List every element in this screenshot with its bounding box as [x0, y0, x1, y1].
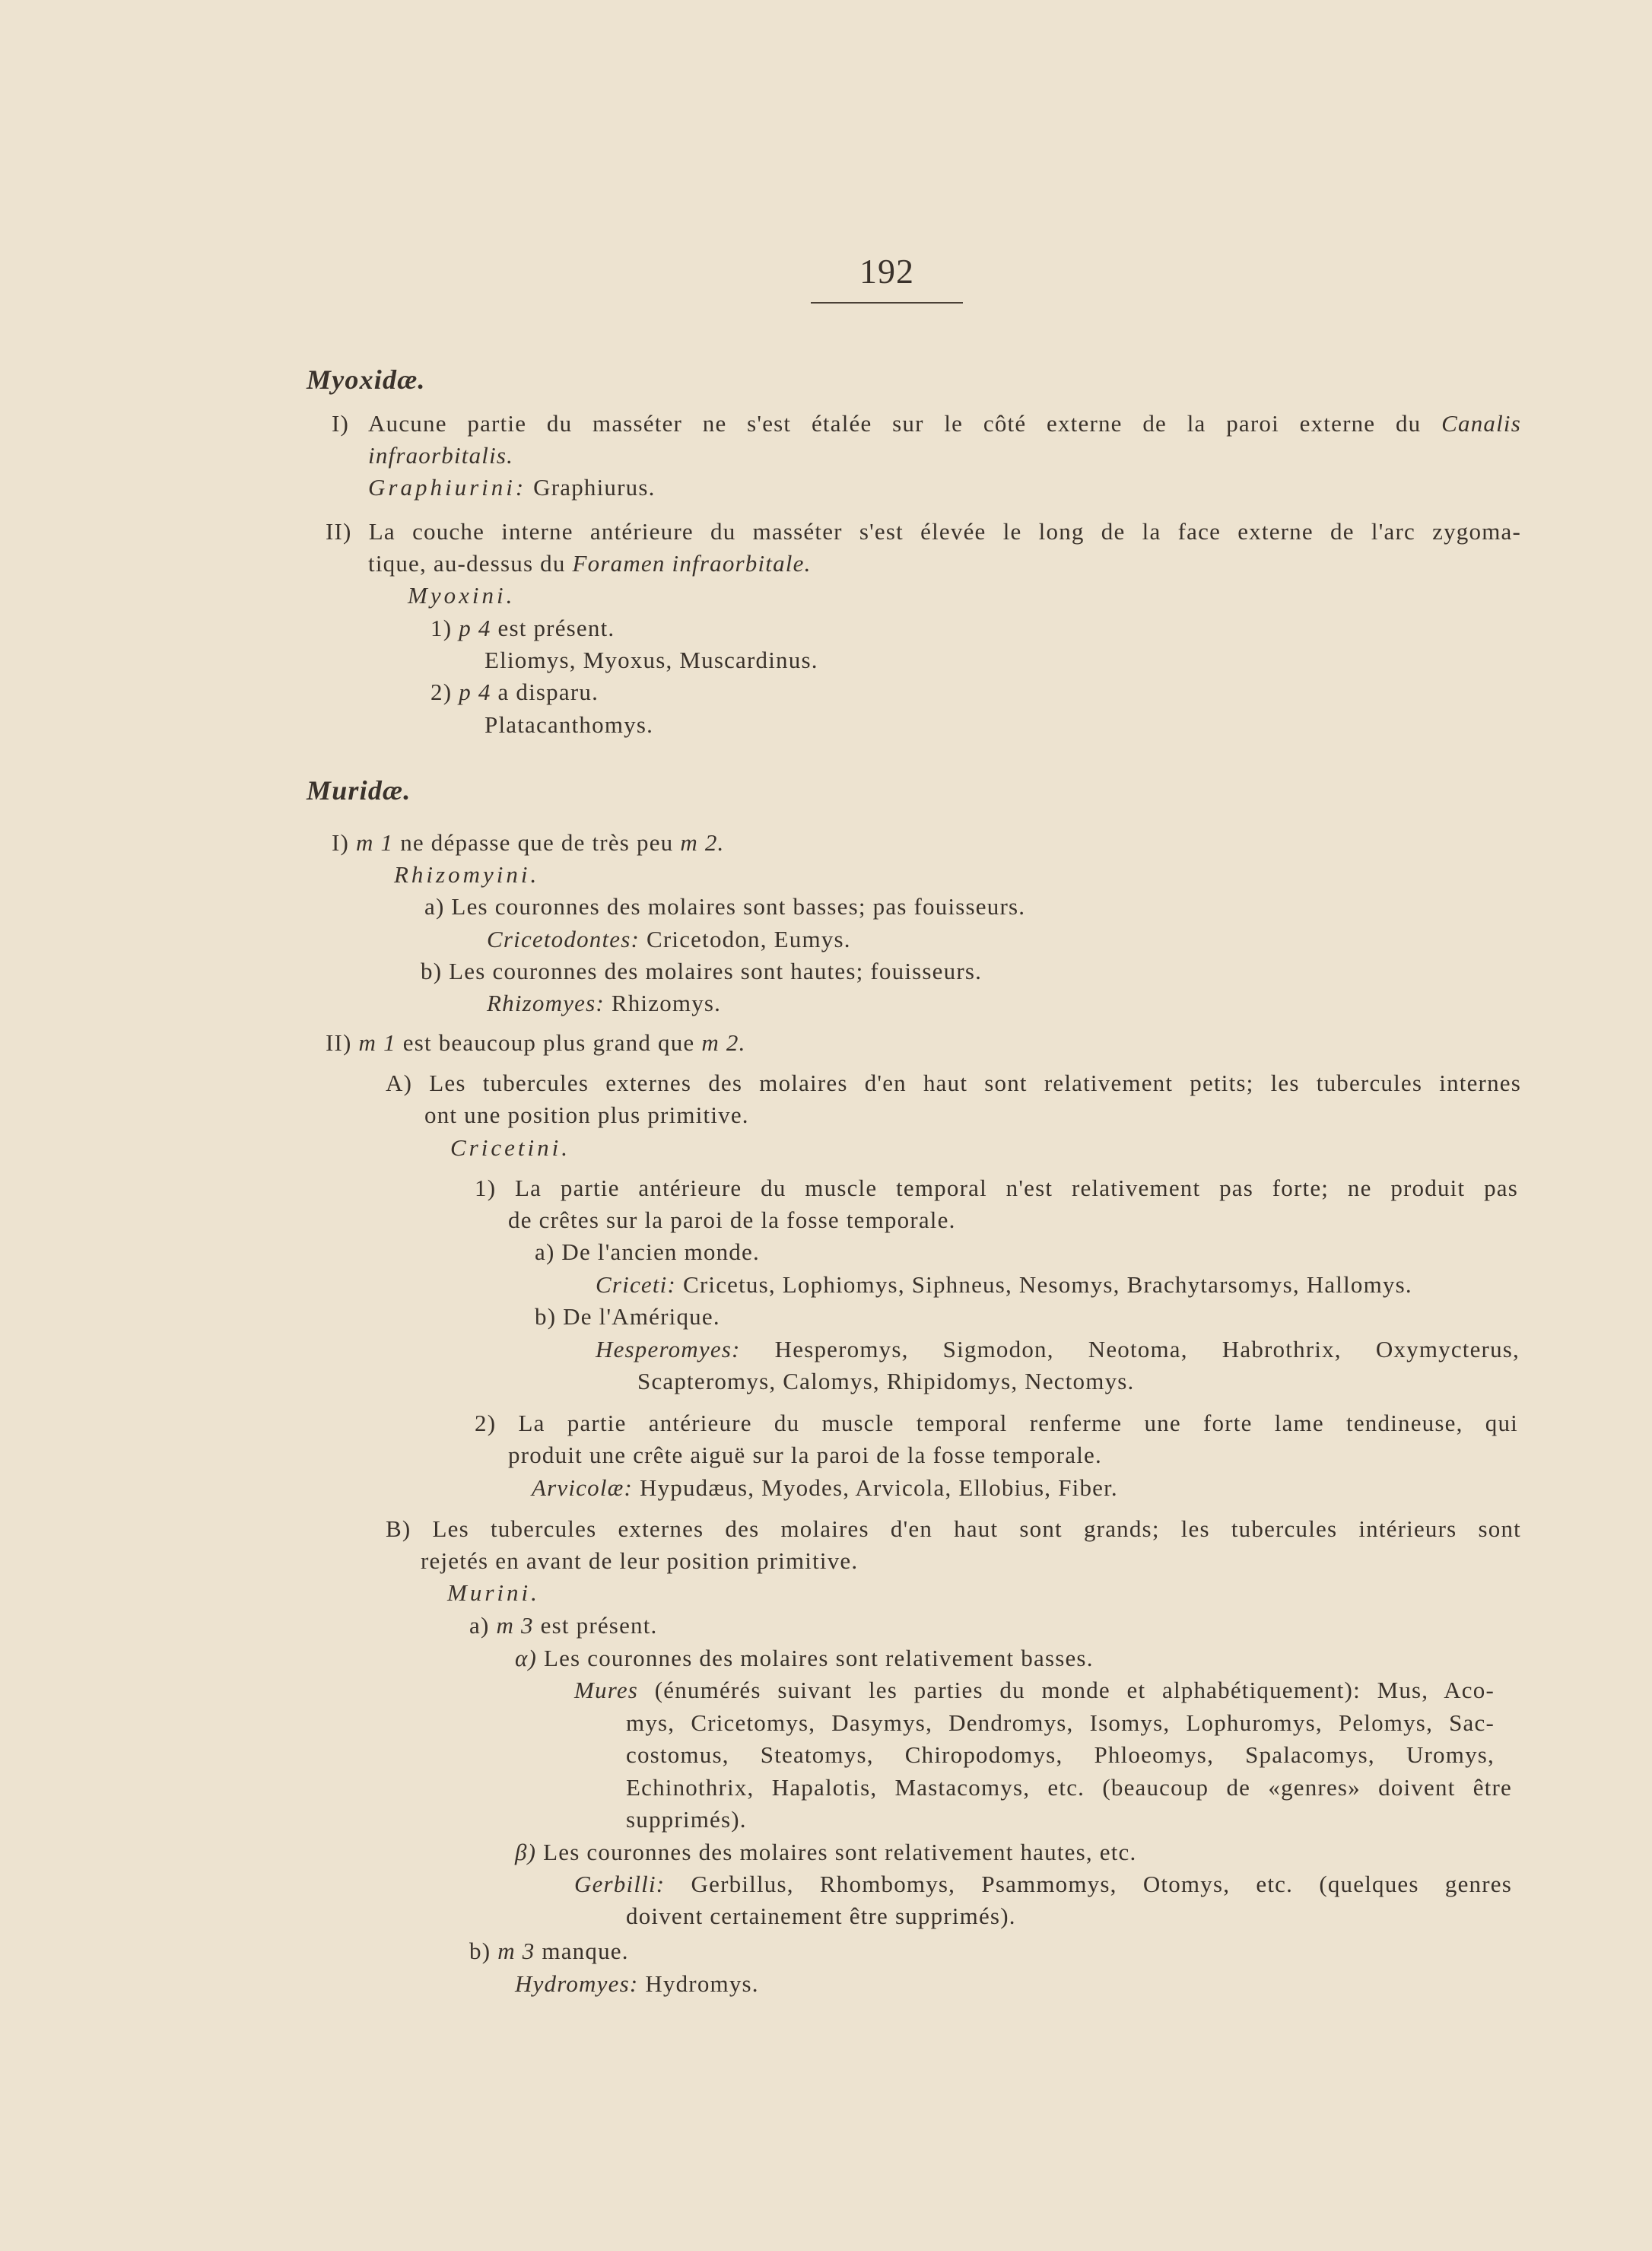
- text-span: a disparu.: [497, 679, 599, 705]
- text-line: [596, 1335, 1520, 1364]
- text-line: [515, 1838, 1136, 1867]
- text-line: de crêtes sur la paroi de la fosse temporale.: [508, 1207, 956, 1233]
- item-number: β): [515, 1839, 537, 1865]
- text-line: 1) La partie antérieure du muscle temporal n'est relativement pas forte; ne produit pas: [475, 1175, 1518, 1201]
- item-number: 2): [430, 679, 453, 705]
- tribe-name: Rhizomyes:: [487, 990, 605, 1016]
- genera-list: Echinothrix, Hapalotis, Mastacomys, etc. (beaucoup de «genres» doivent être: [626, 1774, 1512, 1801]
- text-line: rejetés en avant de leur position primitive.: [421, 1547, 859, 1574]
- text-line: [515, 1970, 759, 1998]
- page-number: 192: [859, 252, 914, 291]
- text-line: [326, 1029, 746, 1057]
- tooth-symbol: m 1: [358, 1029, 396, 1056]
- latin-term: Canalis: [1441, 410, 1521, 437]
- text-line: [574, 1676, 1495, 1705]
- text-span: tique, au-dessus du: [368, 550, 566, 577]
- tooth-symbol: p 4: [459, 679, 491, 705]
- tribe-name: Graphiurini:: [368, 474, 527, 501]
- text-span: Les couronnes des molaires sont relativement basses.: [543, 1645, 1094, 1671]
- section-heading-myoxidae: Myoxidæ.: [307, 364, 426, 395]
- text-line: [368, 473, 656, 502]
- page-number-rule: [811, 302, 963, 304]
- text-line: [487, 989, 721, 1018]
- tooth-symbol: m 3: [497, 1938, 535, 1964]
- text-line: [469, 1937, 629, 1966]
- tribe-name: Mures: [574, 1677, 639, 1703]
- tribe-name: Arvicolæ:: [532, 1474, 634, 1501]
- text-span: (énumérés suivant les parties du monde et alphabétiquement): Mus, Aco-: [654, 1677, 1495, 1703]
- text-line: [332, 828, 725, 857]
- genera-list: Platacanthomys.: [484, 711, 654, 738]
- tribe-name: Cricetodontes:: [487, 926, 640, 952]
- tribe-name: Criceti:: [596, 1271, 677, 1298]
- genera-list: Hesperomys, Sigmodon, Neotoma, Habrothrix, Oxymycterus,: [774, 1336, 1520, 1362]
- text-line: 2) La partie antérieure du muscle temporal renferme une forte lame tendineuse, qui: [475, 1410, 1518, 1436]
- text-line: B) Les tubercules externes des molaires d'en haut sont grands; les tubercules intérieurs sont: [386, 1515, 1521, 1542]
- text-line: [368, 549, 812, 578]
- genera-list: Scapteromys, Calomys, Rhipidomys, Nectomys.: [637, 1368, 1135, 1394]
- text-span: manque.: [542, 1938, 629, 1964]
- latin-term: Foramen infraorbitale.: [572, 550, 812, 577]
- text-line: ont une position plus primitive.: [424, 1102, 749, 1128]
- text-line: doivent certainement être supprimés).: [626, 1903, 1016, 1929]
- tribe-name: Hesperomyes:: [596, 1336, 741, 1362]
- genera-list: Hypudæus, Myodes, Arvicola, Ellobius, Fiber.: [640, 1474, 1118, 1501]
- text-line: II) La couche interne antérieure du masséter s'est élevée le long de la face externe de l'arc zygoma-: [326, 518, 1521, 545]
- tooth-symbol: p 4: [459, 615, 491, 641]
- item-number: II): [326, 1029, 352, 1056]
- text-span: Les couronnes des molaires sont relativement hautes, etc.: [543, 1839, 1137, 1865]
- tribe-name: Myoxini.: [408, 582, 516, 609]
- genera-list: mys, Cricetomys, Dasymys, Dendromys, Isomys, Lophuromys, Pelomys, Sac-: [626, 1709, 1495, 1736]
- item-number: α): [515, 1645, 537, 1671]
- item-number: 1): [430, 615, 453, 641]
- text-line: a) De l'ancien monde.: [535, 1238, 760, 1265]
- text-line: [532, 1474, 1118, 1502]
- section-heading-muridae: Muridæ.: [307, 775, 411, 806]
- genera-list: Cricetodon, Eumys.: [647, 926, 851, 952]
- text-line: [430, 614, 615, 643]
- tribe-name: Murini.: [447, 1579, 540, 1606]
- text-line: supprimés).: [626, 1806, 747, 1833]
- item-number: b): [469, 1938, 491, 1964]
- tribe-name: Rhizomyini.: [394, 861, 540, 888]
- genera-list: costomus, Steatomys, Chiropodomys, Phloeomys, Spalacomys, Uromys,: [626, 1741, 1495, 1768]
- text-line: [469, 1611, 658, 1640]
- tribe-name: Hydromyes:: [515, 1970, 639, 1997]
- item-number: I): [332, 829, 350, 856]
- text-span: est présent.: [540, 1612, 658, 1639]
- text-line: b) De l'Amérique.: [535, 1303, 720, 1330]
- latin-term: infraorbitalis.: [368, 442, 514, 469]
- text-span: est présent.: [497, 615, 615, 641]
- text-span: Gerbillus, Rhombomys, Psammomys, Otomys, etc. (quelques genres: [691, 1871, 1513, 1897]
- genera-list: Cricetus, Lophiomys, Siphneus, Nesomys, Brachytarsomys, Hallomys.: [682, 1271, 1412, 1298]
- text-line: [430, 678, 599, 707]
- tooth-symbol: m 2.: [701, 1029, 746, 1056]
- genera-list: Rhizomys.: [611, 990, 722, 1016]
- text-line: A) Les tubercules externes des molaires d'en haut sont relativement petits; les tubercules internes: [386, 1070, 1521, 1096]
- text-line: [515, 1644, 1094, 1673]
- tooth-symbol: m 3: [496, 1612, 534, 1639]
- tooth-symbol: m 1: [356, 829, 394, 856]
- text-line: [487, 925, 851, 954]
- tooth-symbol: m 2.: [680, 829, 725, 856]
- text-line: a) Les couronnes des molaires sont basses; pas fouisseurs.: [424, 893, 1026, 920]
- tribe-name: Gerbilli:: [574, 1871, 666, 1897]
- genera-list: Hydromys.: [645, 1970, 759, 1997]
- tribe-name: Cricetini.: [450, 1134, 570, 1161]
- genera-list: Graphiurus.: [533, 474, 656, 501]
- text-line: [332, 409, 1521, 438]
- text-line: produit une crête aiguë sur la paroi de la fosse temporale.: [508, 1442, 1102, 1468]
- genera-list: Eliomys, Myoxus, Muscardinus.: [484, 647, 818, 673]
- item-number: a): [469, 1612, 490, 1639]
- text-line: b) Les couronnes des molaires sont hautes; fouisseurs.: [421, 958, 983, 984]
- text-span: ne dépasse que de très peu: [400, 829, 674, 856]
- text-span: est beaucoup plus grand que: [402, 1029, 695, 1056]
- text-line: [574, 1870, 1512, 1899]
- text-line: [596, 1270, 1412, 1299]
- text-span: I) Aucune partie du masséter ne s'est étalée sur le côté externe de la paroi externe du: [332, 410, 1422, 437]
